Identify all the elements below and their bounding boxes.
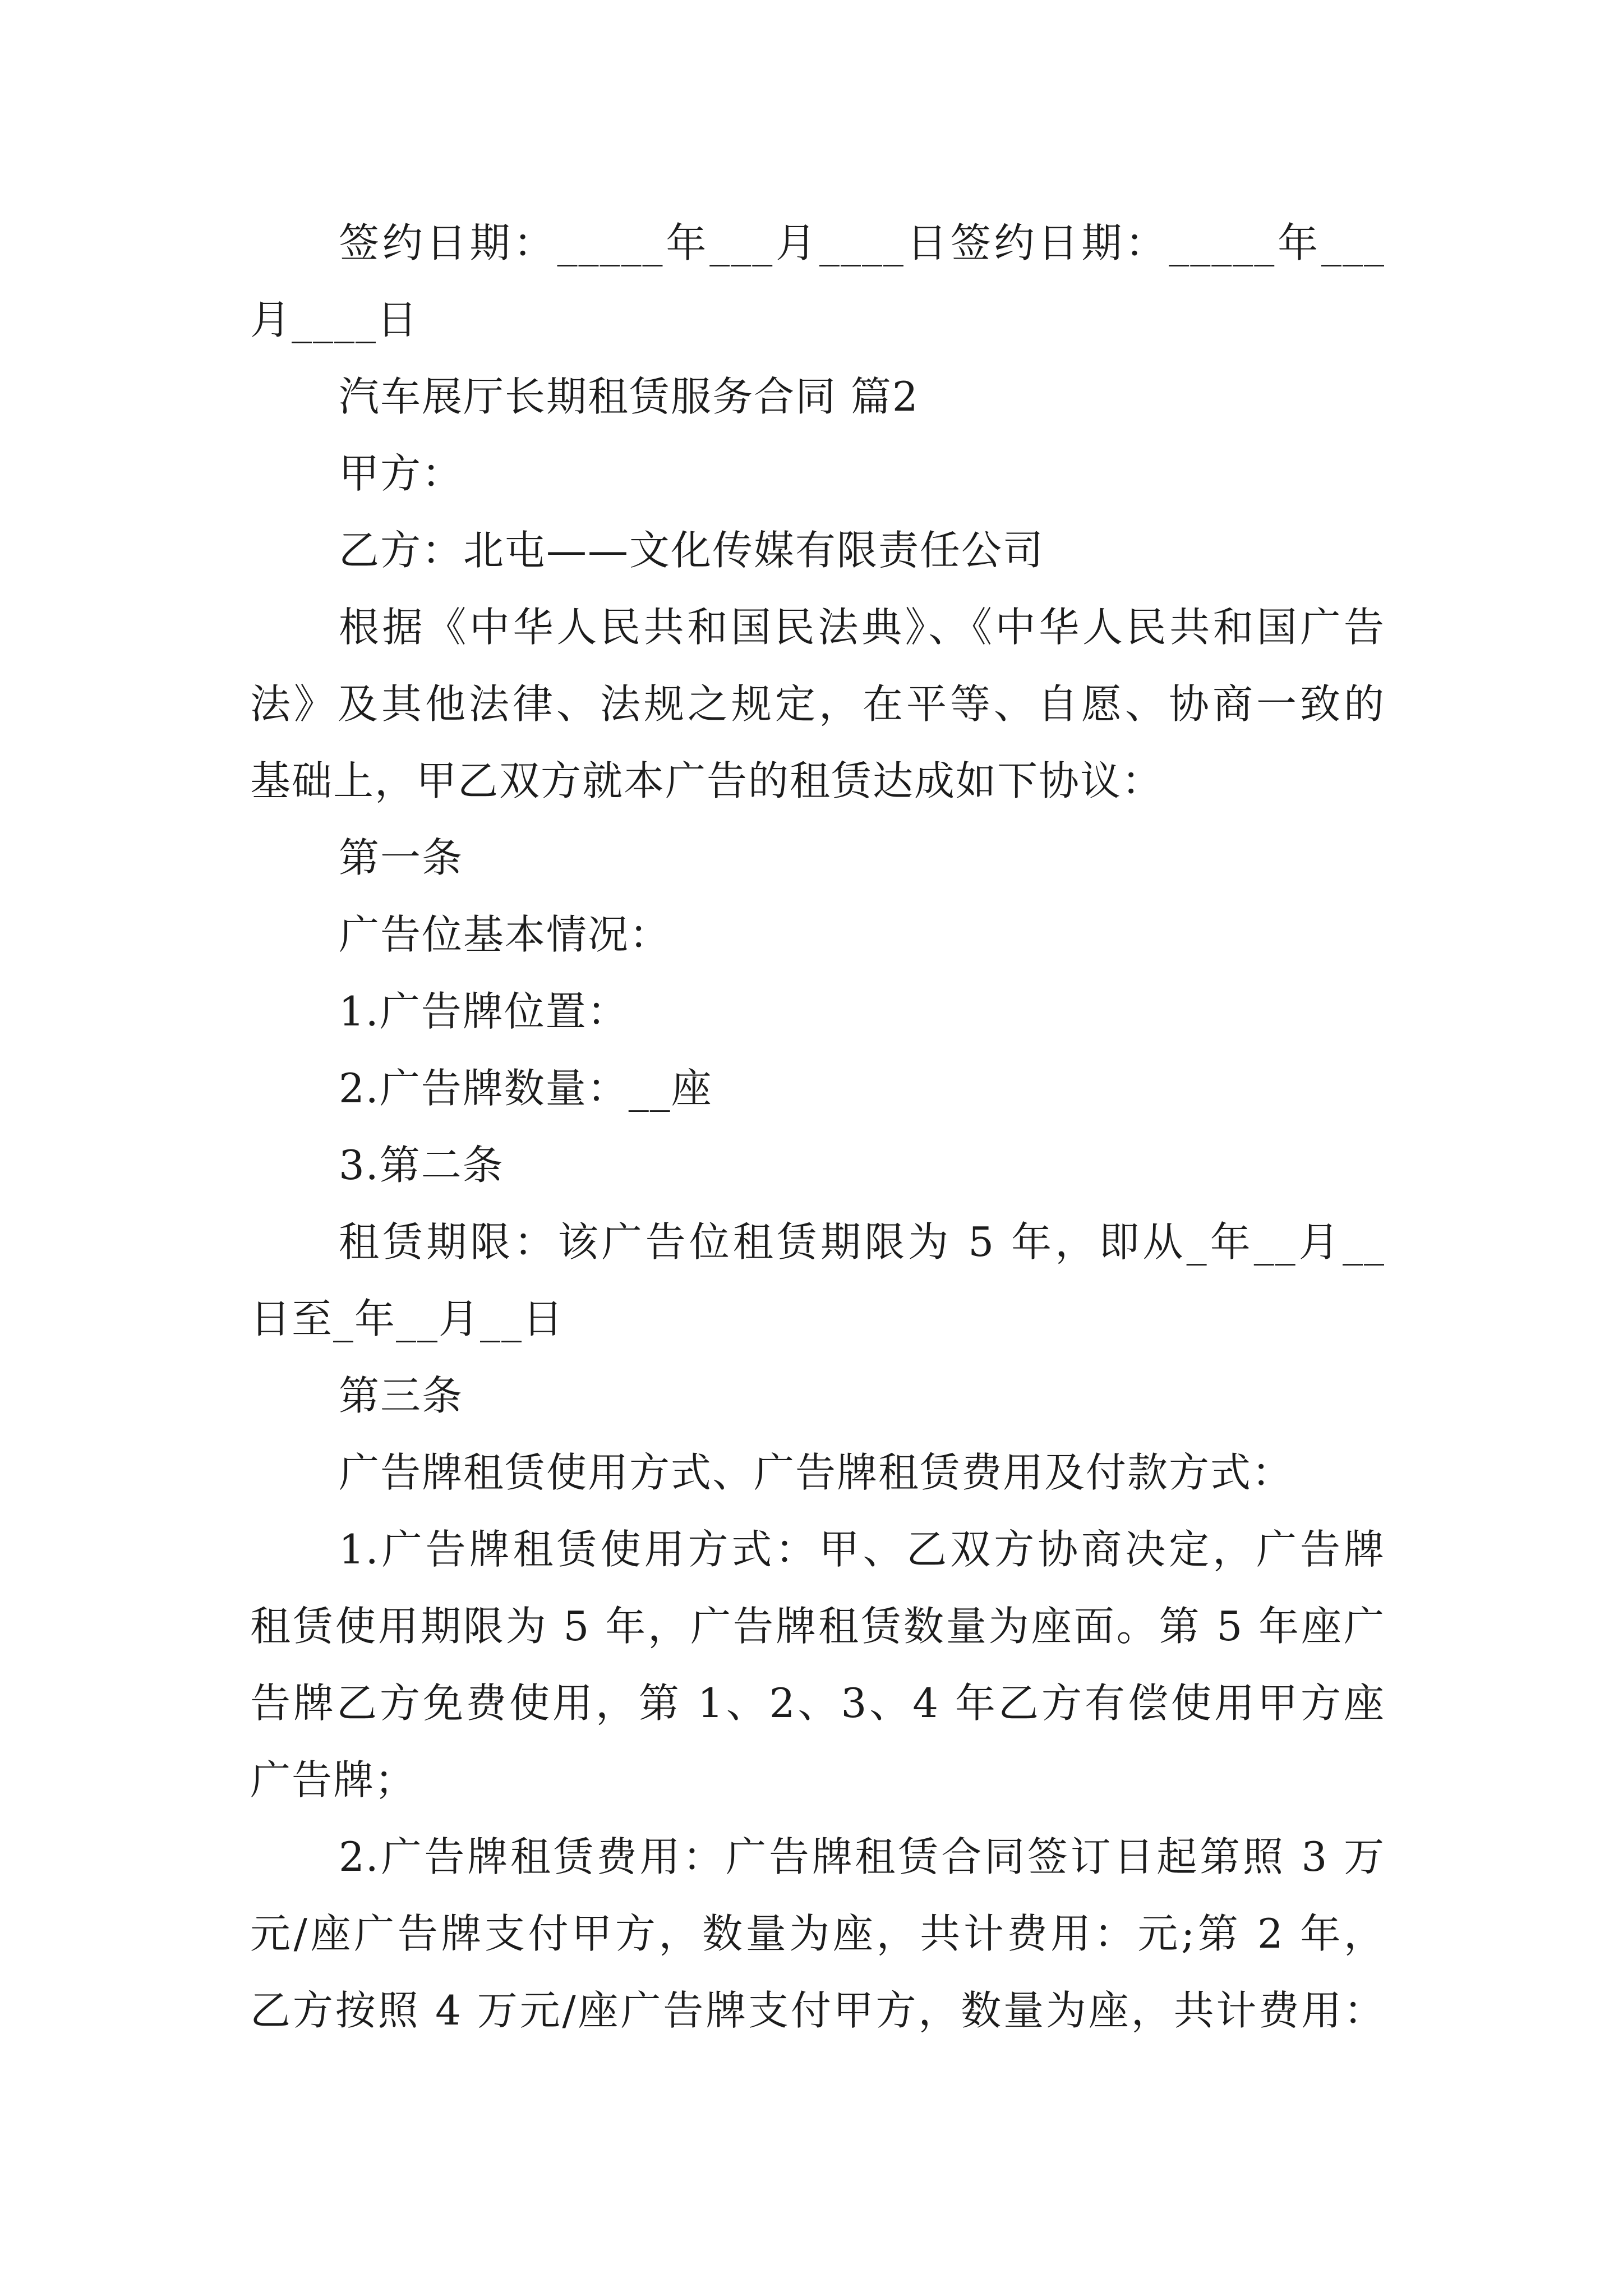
text-line: 广告牌租赁使用方式、广告牌租赁费用及付款方式： (339, 1449, 1294, 1496)
text-line: 告牌乙方免费使用，第 1、2、3、4 年乙方有偿使用甲方座 (250, 1680, 1385, 1727)
preamble-paragraph (250, 589, 1385, 820)
text-line: 租赁期限：该广告位租赁期限为 5 年，即从_年__月__ (339, 1218, 1385, 1266)
text-line: 租赁使用期限为 5 年，广告牌租赁数量为座面。第 5 年座广 (250, 1603, 1385, 1650)
article-3-heading (250, 1358, 1385, 1434)
usage-method-paragraph (250, 1511, 1385, 1819)
text-line: 月____日 (250, 296, 419, 343)
text-line: 法》及其他法律、法规之规定，在平等、自愿、协商一致的 (250, 680, 1385, 728)
ad-space-info-heading (250, 896, 1385, 973)
text-line: 广告牌； (250, 1756, 417, 1803)
text-line: 汽车展厅长期租赁服务合同 篇2 (339, 373, 919, 420)
payment-terms-heading (250, 1434, 1385, 1511)
text-line: 第一条 (339, 834, 464, 881)
text-line: 基础上，甲乙双方就本广告的租赁达成如下协议： (250, 757, 1164, 804)
signing-date-paragraph (250, 205, 1385, 358)
text-line: 第三条 (339, 1372, 464, 1419)
ad-location-item (250, 973, 1385, 1050)
text-line: 广告位基本情况： (339, 911, 671, 958)
text-line: 元/座广告牌支付甲方，数量为座，共计费用：元;第 2 年， (250, 1910, 1385, 1957)
ad-quantity-item (250, 1050, 1385, 1127)
text-line: 乙方：北屯——文化传媒有限责任公司 (339, 527, 1045, 574)
text-line: 签约日期：_____年___月____日签约日期：_____年___ (339, 219, 1385, 266)
rental-fee-paragraph (250, 1819, 1385, 2049)
text-line: 根据《中华人民共和国民法典》、《中华人民共和国广告 (339, 604, 1385, 651)
text-line: 1.广告牌位置： (339, 988, 629, 1035)
contract-title (250, 358, 1385, 435)
document-body (250, 205, 1385, 2049)
text-line: 甲方： (339, 450, 464, 497)
article-2-heading (250, 1127, 1385, 1204)
party-b-label (250, 512, 1385, 589)
party-a-label (250, 435, 1385, 512)
lease-term-paragraph (250, 1204, 1385, 1358)
text-line: 1.广告牌租赁使用方式：甲、乙双方协商决定，广告牌 (339, 1526, 1385, 1573)
text-line: 2.广告牌租赁费用：广告牌租赁合同签订日起第照 3 万 (339, 1833, 1385, 1880)
text-line: 乙方按照 4 万元/座广告牌支付甲方，数量为座，共计费用： (250, 1987, 1385, 2034)
text-line: 2.广告牌数量：__座 (339, 1065, 713, 1112)
text-line: 日至_年__月__日 (250, 1295, 565, 1342)
article-1-heading (250, 820, 1385, 896)
text-line: 3.第二条 (339, 1142, 504, 1189)
